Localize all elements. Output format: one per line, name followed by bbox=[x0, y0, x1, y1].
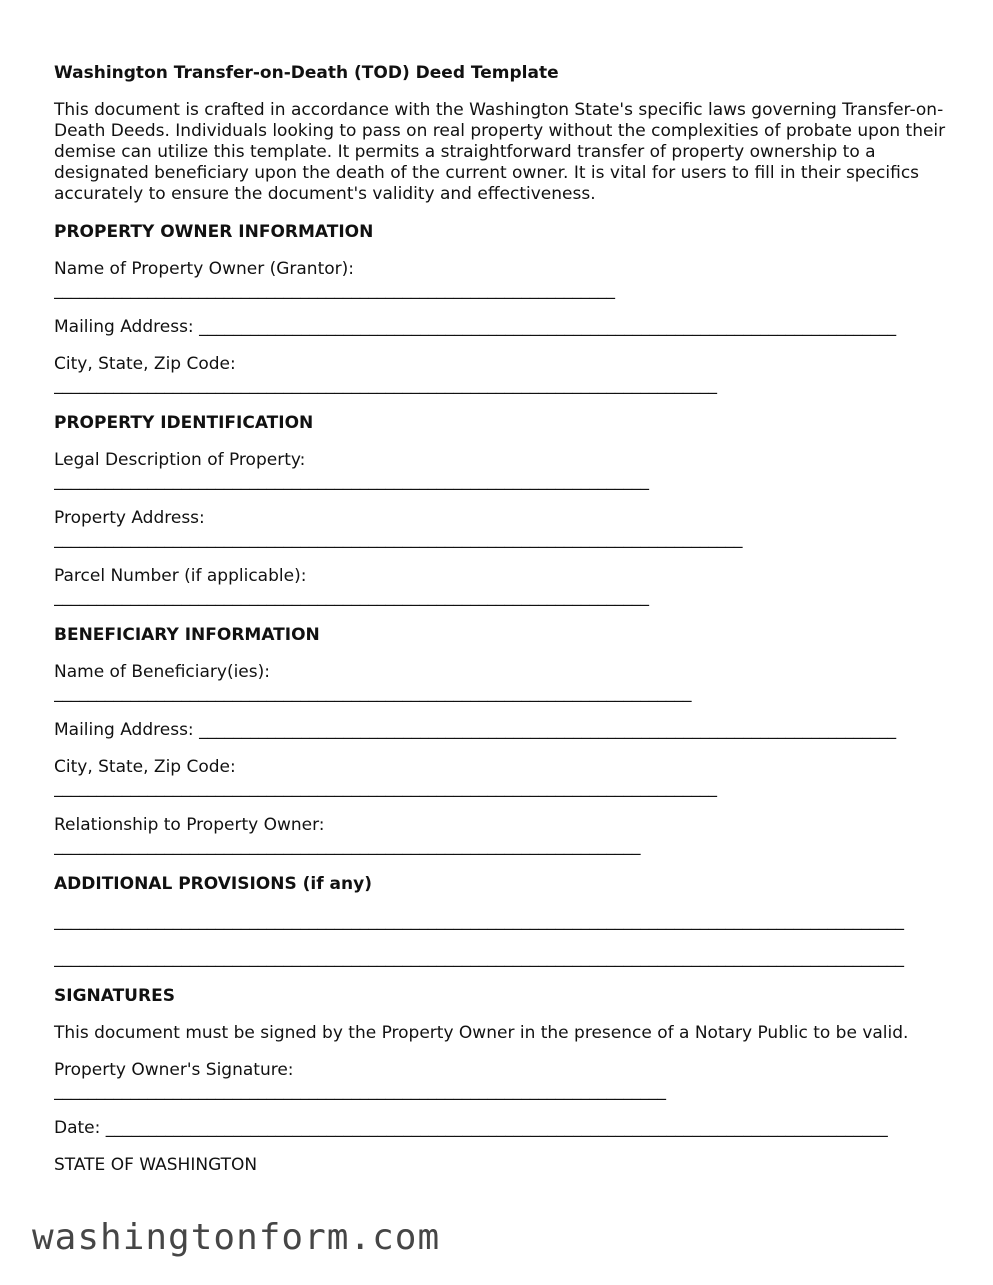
state-of-washington-line: STATE OF WASHINGTON bbox=[54, 1155, 258, 1175]
relationship-blank[interactable]: _____________________________________________________________________ bbox=[54, 836, 641, 856]
property-address-label: Property Address: bbox=[54, 508, 205, 528]
property-section-heading: PROPERTY IDENTIFICATION bbox=[54, 413, 314, 433]
owner-city-blank[interactable]: ______________________________________________________________________________ bbox=[54, 375, 717, 395]
property-address-field[interactable] bbox=[54, 508, 954, 550]
legal-description-label: Legal Description of Property: bbox=[54, 450, 306, 470]
deed-document bbox=[54, 62, 954, 1176]
relationship-field[interactable] bbox=[54, 815, 954, 857]
beneficiary-section-heading: BENEFICIARY INFORMATION bbox=[54, 625, 320, 645]
property-address-blank[interactable]: _________________________________________________________________________________ bbox=[54, 529, 743, 549]
legal-description-blank[interactable]: ______________________________________________________________________ bbox=[54, 471, 649, 491]
relationship-label: Relationship to Property Owner: bbox=[54, 815, 325, 835]
owner-mailing-field[interactable] bbox=[54, 317, 954, 338]
site-watermark: washingtonform.com bbox=[32, 1217, 441, 1258]
owner-name-blank[interactable]: __________________________________________________________________ bbox=[54, 280, 615, 300]
owner-city-field[interactable] bbox=[54, 354, 954, 396]
beneficiary-city-field[interactable] bbox=[54, 757, 954, 799]
owner-section-heading: PROPERTY OWNER INFORMATION bbox=[54, 222, 374, 242]
beneficiary-city-blank[interactable]: ______________________________________________________________________________ bbox=[54, 778, 717, 798]
provisions-line-1[interactable]: ____________________________________________________________________________________________________ bbox=[54, 911, 904, 931]
date-label: Date: bbox=[54, 1118, 106, 1138]
signatures-notice: This document must be signed by the Property Owner in the presence of a Notary Public to be valid. bbox=[54, 1023, 909, 1043]
owner-signature-label: Property Owner's Signature: bbox=[54, 1060, 294, 1080]
owner-name-field[interactable] bbox=[54, 259, 954, 301]
document-title: Washington Transfer-on-Death (TOD) Deed Template bbox=[54, 63, 559, 83]
beneficiary-name-label: Name of Beneficiary(ies): bbox=[54, 662, 270, 682]
owner-signature-field[interactable] bbox=[54, 1060, 954, 1102]
document-intro: This document is crafted in accordance with the Washington State's specific laws governing Transfer-on-Death Deeds. Individuals looking to pass on real property without the complexities of probate upon their demise can utilize this template. It permits a straightforward transfer of property ownership to a designated beneficiary upon the death of the current owner. It is vital for users to fill in their specifics accurately to ensure the document's validity and effectiveness. bbox=[54, 100, 946, 204]
beneficiary-mailing-field[interactable] bbox=[54, 720, 954, 741]
beneficiary-city-label: City, State, Zip Code: bbox=[54, 757, 236, 777]
provisions-line-2[interactable]: ____________________________________________________________________________________________________ bbox=[54, 948, 904, 968]
owner-city-label: City, State, Zip Code: bbox=[54, 354, 236, 374]
owner-name-label: Name of Property Owner (Grantor): bbox=[54, 259, 354, 279]
beneficiary-mailing-blank[interactable]: __________________________________________________________________________________ bbox=[199, 720, 897, 740]
parcel-number-field[interactable] bbox=[54, 566, 954, 608]
legal-description-field[interactable] bbox=[54, 450, 954, 492]
owner-mailing-blank[interactable]: __________________________________________________________________________________ bbox=[199, 317, 897, 337]
owner-signature-blank[interactable]: ________________________________________________________________________ bbox=[54, 1081, 666, 1101]
parcel-number-blank[interactable]: ______________________________________________________________________ bbox=[54, 587, 649, 607]
date-blank[interactable]: ____________________________________________________________________________________________ bbox=[105, 1118, 888, 1138]
parcel-number-label: Parcel Number (if applicable): bbox=[54, 566, 307, 586]
beneficiary-mailing-label: Mailing Address: bbox=[54, 720, 200, 740]
signatures-section-heading: SIGNATURES bbox=[54, 986, 175, 1006]
date-field[interactable] bbox=[54, 1118, 954, 1139]
beneficiary-name-blank[interactable]: ___________________________________________________________________________ bbox=[54, 683, 692, 703]
provisions-section-heading: ADDITIONAL PROVISIONS (if any) bbox=[54, 874, 372, 894]
owner-mailing-label: Mailing Address: bbox=[54, 317, 200, 337]
beneficiary-name-field[interactable] bbox=[54, 662, 954, 704]
